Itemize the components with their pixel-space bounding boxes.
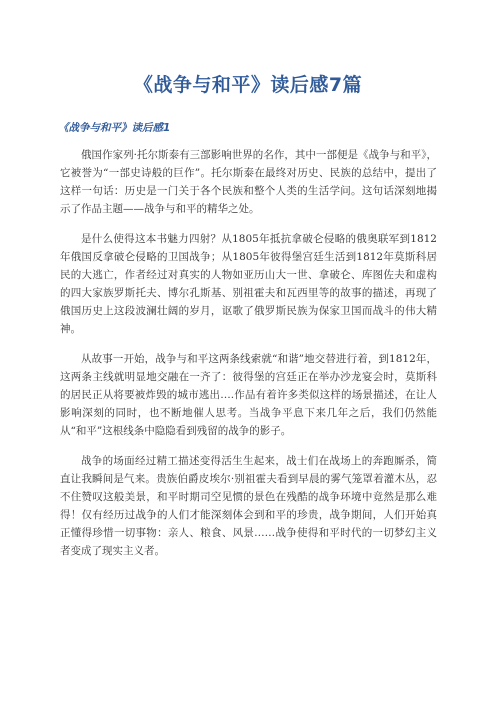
paragraph: 俄国作家列·托尔斯泰有三部影响世界的名作，其中一部便是《战争与和平》，它被誉为“一部史诗般的巨作”。托尔斯泰在最终对历史、民族的总结中，提出了这样一句话：历史是一门关于各个民族和整个人类的生活学问。这句话深刻地揭示了作品主题——战争与和平的精华之处。 (60, 149, 437, 215)
paragraph: 战争的场面经过精工描述变得活生生起来，战士们在战场上的奔跑厮杀，简直让我瞬间是气来。贵族伯爵皮埃尔·别祖霍夫看到早晨的雾气笼罩着灌木丛，忍不住赞叹这般美景，和平时期司空见惯的景色在残酷的战争环境中竟然是那么难得！仅有经历过战争的人们才能深刻体会到和平的珍贵，战争期间，人们开始真正懂得珍惜一切事物：亲人、粮食、风景……战争使得和平时代的一切梦幻主义者变成了现实主义者。 (60, 455, 437, 557)
paragraph: 从故事一开始，战争与和平这两条线索就“和谐”地交替进行着，到1812年，这两条主线就明显地交融在一齐了：彼得堡的宫廷正在举办沙龙宴会时，莫斯科的居民正从将要被炸毁的城市逃出….作品有着许多类似这样的场景描述，在让人影响深刻的同时，也不断地催人思考。当战争平息下来几年之后，我们仍然能从“和平”这根线条中隐隐看到残留的战争的影子。 (60, 353, 437, 437)
section-heading: 《战争与和平》读后感1 (58, 122, 171, 134)
page-title: 《战争与和平》读后感7篇 (133, 74, 363, 96)
paragraph: 是什么使得这本书魅力四射？从1805年抵抗拿破仑侵略的俄奥联军到1812年俄国反拿破仑侵略的卫国战争；从1805年彼得堡宫廷生活到1812年莫斯科居民的大逃亡，作者经过对真实的人物如亚历山大一世、拿破仑、库图佐夫和虚构的四大家族罗斯托夫、博尔孔斯基、别祖霍夫和瓦西里等的故事的描述，再现了俄国历史上这段波澜壮阔的岁月，讴歌了俄罗斯民族为保家卫国而战斗的伟大精神。 (60, 233, 437, 335)
article-body (60, 146, 437, 572)
